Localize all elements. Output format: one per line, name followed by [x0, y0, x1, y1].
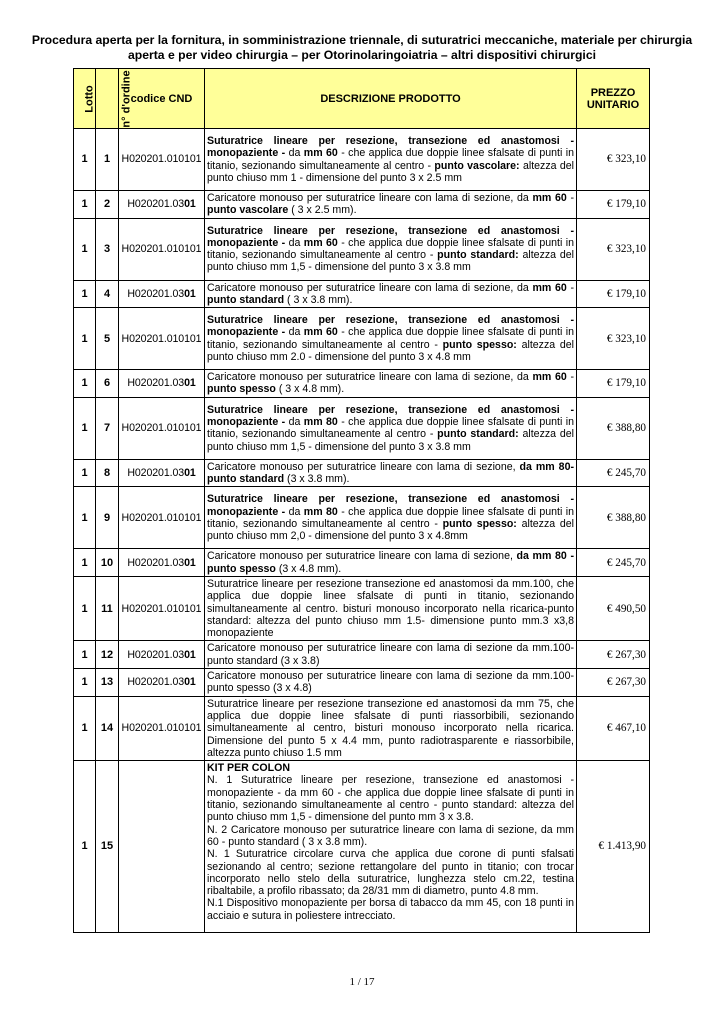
kit-line: N. 1 Suturatrice lineare per resezione, transezione ed anastomosi - monopaziente - da mm 60 - che applica due doppie linee sfalsate di punti in titanio, sezionando simultaneamente al centro - punto standard: altezza del punto chiuso mm 1,5 - dimensione del punto mm 3 x 3.8. — [207, 774, 574, 824]
desc-segment: Caricatore monouso per suturatrice lineare con lama di sezione da mm.100- punto spesso (3 x 4.8) — [207, 670, 574, 695]
desc-segment: - che applica due doppie linee sfalsate di punti in titanio, sezionando simultaneamente al centro - — [207, 326, 574, 351]
cell-descrizione — [205, 641, 577, 669]
cnd-code-prefix: H020201.03 — [127, 648, 185, 661]
cell-prezzo: € 323,10 — [577, 218, 650, 280]
cell-cnd: H020201.010101 — [119, 129, 205, 191]
desc-segment: Suturatrice lineare per resezione transezione ed anastomosi da mm.100, che applica due doppie linee sfalsate di punti in titanio, sezionando simultaneamente al centro. bisturi monouso incorporato nella ricarica-punto standard: altezza del punto chiuso mm 1.5- dimensione punto mm.3 x3,8 monopaziente — [207, 577, 574, 640]
desc-segment: Suturatrice lineare per resezione, transezione ed anastomosi - monopaziente - — [207, 403, 574, 428]
cell-lotto: 1 — [74, 696, 96, 760]
cell-lotto: 1 — [74, 669, 96, 697]
desc-segment: mm 80 — [303, 505, 338, 518]
cell-ordine: 9 — [96, 487, 119, 549]
title-line-2: aperta e per video chirurgia – per Otorinolaringoiatria – altri dispositivi chirurgici — [128, 48, 596, 62]
cell-ordine: 15 — [96, 761, 119, 933]
cell-prezzo: € 490,50 — [577, 576, 650, 640]
desc-segment: Caricatore monouso per suturatrice lineare con lama di sezione, da — [207, 192, 533, 204]
desc-segment: da mm 80 - punto spesso — [207, 550, 574, 575]
cell-descrizione — [205, 549, 577, 577]
cell-descrizione — [205, 397, 577, 459]
cell-cnd: H020201.010101 — [119, 397, 205, 459]
desc-segment: mm 80 — [303, 415, 338, 428]
desc-segment: mm 60 — [532, 192, 567, 204]
desc-segment: da — [288, 147, 304, 160]
desc-segment: - — [566, 192, 574, 204]
cell-ordine: 7 — [96, 397, 119, 459]
table-row — [74, 370, 650, 398]
cell-prezzo: € 323,10 — [577, 308, 650, 370]
header-lotto: Lotto — [74, 69, 96, 129]
cell-lotto: 1 — [74, 370, 96, 398]
desc-segment: ( 3 x 2.5 mm). — [288, 204, 357, 217]
desc-segment: punto spesso — [207, 383, 276, 396]
cell-cnd: H020201.010101 — [119, 487, 205, 549]
cell-prezzo: € 323,10 — [577, 129, 650, 191]
desc-segment: da — [288, 236, 304, 249]
cell-ordine: 6 — [96, 370, 119, 398]
table-row — [74, 280, 650, 308]
cell-lotto: 1 — [74, 397, 96, 459]
cell-descrizione — [205, 696, 577, 760]
cell-descrizione — [205, 191, 577, 219]
cnd-code-prefix: H020201.03 — [127, 198, 185, 211]
table-row — [74, 549, 650, 577]
table-row — [74, 397, 650, 459]
cell-cnd — [119, 191, 205, 219]
table-row — [74, 576, 650, 640]
desc-segment: altezza del punto chiuso mm 2,0 - dimensione del punto 3 x 4.8mm — [207, 517, 574, 543]
cnd-code-suffix: 01 — [184, 676, 196, 689]
table-row — [74, 669, 650, 697]
desc-segment: punto spesso: — [442, 517, 517, 530]
cell-descrizione — [205, 129, 577, 191]
desc-segment: altezza del punto chiuso mm 1,5 - dimensione del punto 3 x 3.8 mm — [207, 428, 575, 453]
desc-segment: Suturatrice lineare per resezione, transezione ed anastomosi - monopaziente - — [207, 224, 574, 249]
desc-segment: ( 3 x 3.8 mm). — [284, 293, 353, 306]
desc-segment: (3 x 4.8 mm). — [275, 562, 342, 575]
cnd-code-prefix: H020201.03 — [127, 466, 185, 479]
desc-segment: Suturatrice lineare per resezione, transezione ed anastomosi - monopaziente - — [207, 134, 574, 160]
desc-segment: Suturatrice lineare per resezione transezione ed anastomosi da mm 75, che applica due doppie linee sfalsate di punti riassorbibili, sezionando simultaneamente al centro, bisturi monouso incorporato nella ricarica. Dimensione del punto 5 x 4.4 mm, punto radiotrasparente e riassorbibile, altezza punto chiuso 1.5 mm — [207, 697, 574, 759]
cell-lotto: 1 — [74, 218, 96, 280]
cell-lotto: 1 — [74, 487, 96, 549]
desc-segment: Suturatrice lineare per resezione, transezione ed anastomosi - monopaziente - — [207, 493, 574, 518]
desc-segment: da — [288, 415, 304, 428]
cell-descrizione — [205, 280, 577, 308]
cnd-code-suffix: 01 — [184, 377, 196, 390]
cell-ordine: 1 — [96, 129, 119, 191]
desc-segment: - che applica due doppie linee sfalsate di punti in titanio, sezionando simultaneamente al centro - — [207, 505, 574, 530]
cell-ordine: 12 — [96, 641, 119, 669]
page-number: 1 / 17 — [349, 976, 375, 988]
products-table — [73, 68, 650, 933]
cell-prezzo: € 267,30 — [577, 669, 650, 697]
cell-ordine: 4 — [96, 280, 119, 308]
desc-segment: da — [288, 326, 304, 339]
cell-cnd — [119, 280, 205, 308]
desc-segment: Caricatore monouso per suturatrice lineare con lama di sezione, — [207, 550, 517, 563]
cell-ordine: 11 — [96, 576, 119, 640]
desc-segment: - che applica due doppie linee sfalsate di punti in titanio, sezionando simultaneamente al centro - — [207, 415, 574, 441]
cnd-code-prefix: H020201.03 — [127, 377, 185, 390]
table-row — [74, 191, 650, 219]
desc-segment: da mm 80- punto standard — [207, 460, 574, 486]
desc-segment: - — [566, 371, 574, 384]
cell-descrizione — [205, 218, 577, 280]
cnd-code-prefix: H020201.03 — [127, 556, 185, 569]
cell-ordine: 8 — [96, 459, 119, 487]
header-prezzo: PREZZO UNITARIO — [577, 69, 650, 129]
table-row — [74, 218, 650, 280]
desc-segment: Caricatore monouso per suturatrice lineare con lama di sezione, da — [207, 371, 533, 384]
cell-descrizione — [205, 459, 577, 487]
desc-segment: - che applica due doppie linee sfalsate di punti in titanio, sezionando simultaneamente al centro - — [207, 147, 574, 172]
cnd-code-suffix: 01 — [184, 198, 196, 211]
cell-cnd: H020201.010101 — [119, 218, 205, 280]
kit-line: N.1 Dispositivo monopaziente per borsa di tabacco da mm 45, con 18 punti in acciaio e sutura in poliestere intrecciato. — [207, 897, 574, 922]
cell-lotto: 1 — [74, 576, 96, 640]
cell-cnd — [119, 370, 205, 398]
cell-cnd — [119, 459, 205, 487]
cell-prezzo: € 179,10 — [577, 191, 650, 219]
cell-lotto: 1 — [74, 761, 96, 933]
cell-prezzo: € 388,80 — [577, 397, 650, 459]
desc-segment: Caricatore monouso per suturatrice lineare con lama di sezione, da — [207, 281, 533, 294]
cell-prezzo: € 245,70 — [577, 459, 650, 487]
document-title — [30, 33, 694, 63]
cell-lotto: 1 — [74, 641, 96, 669]
cell-cnd — [119, 549, 205, 577]
cell-ordine: 2 — [96, 191, 119, 219]
desc-segment: altezza del punto chiuso mm 1,5 - dimensione del punto 3 x 3.8 mm — [207, 249, 575, 274]
desc-segment: punto vascolare: — [434, 159, 520, 172]
header-descrizione: DESCRIZIONE PRODOTTO — [205, 69, 577, 129]
cell-lotto: 1 — [74, 280, 96, 308]
title-line-1: Procedura aperta per la fornitura, in somministrazione triennale, di suturatrici meccaniche, materiale per chirurgia — [31, 33, 693, 47]
cell-cnd — [119, 669, 205, 697]
table-row — [74, 459, 650, 487]
header-cnd: codice CND — [119, 69, 205, 129]
cell-cnd: H020201.010101 — [119, 308, 205, 370]
desc-segment: Caricatore monouso per suturatrice lineare con lama di sezione, — [207, 460, 520, 473]
kit-line: N. 2 Caricatore monouso per suturatrice lineare con lama di sezione, da mm 60 - punto standard ( 3 x 3.8 mm). — [207, 823, 574, 848]
desc-segment: da — [288, 505, 304, 518]
cell-prezzo: € 245,70 — [577, 549, 650, 577]
cnd-code-suffix: 01 — [184, 466, 196, 479]
table-row — [74, 761, 650, 933]
desc-segment: mm 60 — [532, 281, 567, 294]
desc-segment: mm 60 — [303, 147, 338, 160]
desc-segment: punto standard — [207, 293, 285, 306]
desc-segment: mm 60 — [532, 371, 567, 384]
cell-cnd — [119, 641, 205, 669]
desc-segment: Caricatore monouso per suturatrice lineare con lama di sezione da mm.100- punto standard (3 x 3.8) — [207, 642, 574, 667]
table-row — [74, 308, 650, 370]
cell-descrizione — [205, 576, 577, 640]
cell-prezzo: € 179,10 — [577, 370, 650, 398]
cell-prezzo: € 467,10 — [577, 696, 650, 760]
desc-segment: - che applica due doppie linee sfalsate di punti in titanio, sezionando simultaneamente al centro - — [207, 236, 574, 262]
table-row — [74, 696, 650, 760]
cell-prezzo: € 1.413,90 — [577, 761, 650, 933]
cell-ordine: 14 — [96, 696, 119, 760]
cell-descrizione — [205, 487, 577, 549]
cell-descrizione — [205, 308, 577, 370]
cell-lotto: 1 — [74, 549, 96, 577]
table-row — [74, 129, 650, 191]
cnd-code-prefix: H020201.03 — [127, 676, 185, 689]
desc-segment: punto spesso: — [442, 338, 517, 351]
cell-prezzo: € 388,80 — [577, 487, 650, 549]
desc-segment: mm 60 — [303, 326, 338, 339]
cell-descrizione — [205, 761, 577, 933]
desc-segment: punto standard: — [437, 249, 519, 262]
cell-lotto: 1 — [74, 308, 96, 370]
cnd-code-suffix: 01 — [184, 648, 196, 661]
table-row — [74, 641, 650, 669]
table-row — [74, 487, 650, 549]
desc-segment: altezza del punto chiuso mm 2.0 - dimensione del punto 3 x 4.8 mm — [207, 338, 574, 363]
desc-segment: ( 3 x 4.8 mm). — [275, 383, 345, 396]
cell-cnd: H020201.010101 — [119, 696, 205, 760]
cell-prezzo: € 267,30 — [577, 641, 650, 669]
cell-ordine: 3 — [96, 218, 119, 280]
desc-segment: altezza del punto chiuso mm 1 - dimensione del punto 3 x 2.5 mm — [207, 159, 574, 184]
cnd-code-suffix: 01 — [184, 556, 196, 569]
cell-lotto: 1 — [74, 129, 96, 191]
kit-line: N. 1 Suturatrice circolare curva che applica due corone di punti sfalsati sezionando al centro; sezione rettangolare del punto in titanio; con trocar incorporato nello stelo della suturatrice, lunghezza stelo cm.22, testina ribaltabile, a profilo ribassato; da 28/31 mm di diametro, punto 4.8 mm. — [207, 848, 574, 898]
desc-segment: punto standard: — [437, 428, 519, 441]
cell-lotto: 1 — [74, 191, 96, 219]
cell-ordine: 10 — [96, 549, 119, 577]
cnd-code-prefix: H020201.03 — [127, 287, 185, 300]
desc-segment: punto vascolare — [207, 204, 289, 217]
cell-lotto: 1 — [74, 459, 96, 487]
cell-ordine: 13 — [96, 669, 119, 697]
cell-cnd: H020201.010101 — [119, 576, 205, 640]
cell-prezzo: € 179,10 — [577, 280, 650, 308]
cell-ordine: 5 — [96, 308, 119, 370]
desc-segment: Suturatrice lineare per resezione, transezione ed anastomosi - monopaziente - — [207, 314, 574, 339]
desc-segment: (3 x 3.8 mm). — [284, 473, 350, 486]
desc-segment: - — [566, 281, 574, 294]
desc-segment: mm 60 — [303, 236, 338, 249]
cnd-code-suffix: 01 — [184, 287, 196, 300]
header-ordine: n° d'ordine — [96, 69, 119, 129]
cell-descrizione — [205, 669, 577, 697]
cell-descrizione — [205, 370, 577, 398]
cell-cnd — [119, 761, 205, 933]
kit-title: KIT PER COLON — [207, 762, 290, 775]
